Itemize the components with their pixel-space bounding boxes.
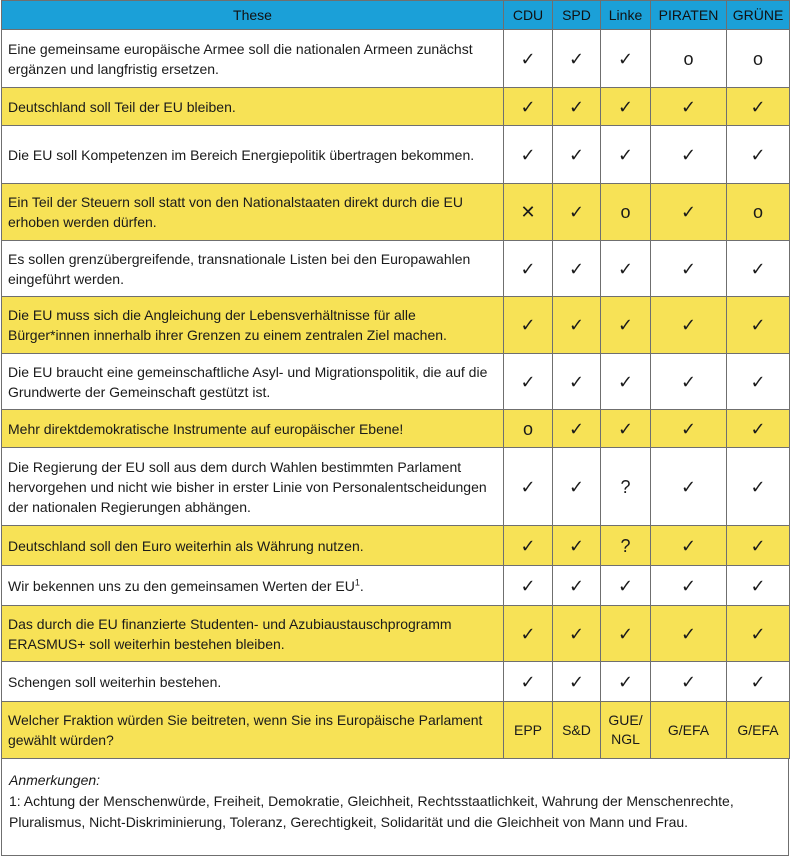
- table-row: [2, 30, 790, 88]
- position-cell: [651, 354, 727, 410]
- check-icon: ✓: [617, 144, 634, 165]
- header-party-gruene: GRÜNE: [727, 1, 790, 30]
- position-cell: [553, 297, 601, 354]
- theses-table: [1, 0, 790, 759]
- position-cell: [651, 297, 727, 354]
- position-cell: [727, 241, 790, 297]
- cross-icon: ✕: [520, 202, 536, 222]
- fraction-label: S&D: [562, 721, 591, 738]
- fraction-label: G/EFA: [737, 721, 779, 738]
- position-cell: [553, 606, 601, 662]
- position-cell: [601, 448, 651, 526]
- position-cell: [727, 354, 790, 410]
- check-icon: ✓: [680, 535, 697, 556]
- position-cell: [601, 88, 651, 126]
- position-cell: [504, 354, 553, 410]
- theses-table-container: [1, 0, 789, 856]
- table-header-row: [2, 1, 790, 30]
- check-icon: ✓: [680, 315, 697, 335]
- position-cell: [651, 526, 727, 566]
- check-icon: ✓: [617, 575, 634, 596]
- footnote-marker: 1: [354, 576, 360, 587]
- position-cell: [601, 354, 651, 410]
- thesis-text: Die Regierung der EU soll aus dem durch Wahlen bestimmten Parlament hervorgehen und nicht wie bisher in erster Linie von Personalentscheidungen der nationalen Regierungen abhängen.: [8, 458, 487, 515]
- position-cell: [651, 410, 727, 448]
- check-icon: ✓: [568, 258, 585, 279]
- check-icon: ✓: [568, 202, 585, 222]
- thesis-text: Das durch die EU finanzierte Studenten- und Azubiaustauschprogramm ERASMUS+ soll weiterhin bestehen bleiben.: [8, 615, 452, 652]
- notes-heading: Anmerkungen:: [9, 772, 101, 788]
- position-cell: [727, 184, 790, 241]
- thesis-text: Die EU braucht eine gemeinschaftliche Asyl- und Migrationspolitik, die auf die Grundwerte der Gemeinschaft gestützt ist.: [8, 363, 488, 400]
- table-row: [2, 354, 790, 410]
- thesis-cell: [2, 662, 504, 702]
- table-row: [2, 566, 790, 606]
- thesis-cell: [2, 702, 504, 759]
- position-cell: [504, 30, 553, 88]
- position-cell: [651, 241, 727, 297]
- fraction-label: EPP: [513, 721, 542, 738]
- position-cell: [553, 30, 601, 88]
- position-cell: [553, 526, 601, 566]
- position-cell: [601, 702, 651, 759]
- check-icon: ✓: [568, 418, 585, 439]
- check-icon: ✓: [520, 623, 536, 644]
- position-cell: [504, 566, 553, 606]
- check-icon: ✓: [617, 418, 634, 439]
- position-cell: [727, 30, 790, 88]
- position-cell: [504, 241, 553, 297]
- position-cell: [504, 297, 553, 354]
- position-cell: [553, 448, 601, 526]
- check-icon: ✓: [750, 315, 766, 335]
- position-cell: [727, 526, 790, 566]
- position-cell: [727, 88, 790, 126]
- position-cell: [553, 88, 601, 126]
- check-icon: ✓: [750, 623, 766, 644]
- thesis-text: Schengen soll weiterhin bestehen.: [8, 673, 222, 690]
- check-icon: ✓: [680, 202, 697, 222]
- unknown-icon: ?: [620, 476, 631, 497]
- neutral-icon: o: [752, 48, 763, 69]
- header-party-linke: Linke: [601, 1, 651, 30]
- check-icon: ✓: [680, 476, 697, 497]
- table-row: [2, 88, 790, 126]
- check-icon: ✓: [750, 418, 766, 439]
- neutral-icon: o: [683, 48, 694, 69]
- position-cell: [504, 88, 553, 126]
- thesis-cell: [2, 606, 504, 662]
- table-row: [2, 297, 790, 354]
- position-cell: [601, 526, 651, 566]
- position-cell: [601, 241, 651, 297]
- header-party-spd: SPD: [553, 1, 601, 30]
- check-icon: ✓: [520, 476, 536, 497]
- check-icon: ✓: [617, 371, 634, 392]
- position-cell: [727, 297, 790, 354]
- position-cell: [553, 241, 601, 297]
- check-icon: ✓: [680, 671, 697, 692]
- check-icon: ✓: [520, 48, 536, 69]
- table-row: [2, 126, 790, 184]
- position-cell: [727, 448, 790, 526]
- thesis-cell: [2, 241, 504, 297]
- position-cell: [651, 702, 727, 759]
- position-cell: [727, 566, 790, 606]
- position-cell: [601, 30, 651, 88]
- check-icon: ✓: [750, 144, 766, 165]
- position-cell: [504, 702, 553, 759]
- table-row: [2, 410, 790, 448]
- position-cell: [553, 662, 601, 702]
- check-icon: ✓: [568, 48, 585, 69]
- thesis-cell: [2, 448, 504, 526]
- check-icon: ✓: [750, 258, 766, 279]
- check-icon: ✓: [617, 48, 634, 69]
- check-icon: ✓: [750, 575, 766, 596]
- header-these: These: [2, 1, 504, 30]
- table-row: [2, 184, 790, 241]
- check-icon: ✓: [568, 671, 585, 692]
- thesis-cell: [2, 297, 504, 354]
- fraction-label: GUE/ NGL: [608, 712, 643, 747]
- check-icon: ✓: [520, 144, 536, 165]
- check-icon: ✓: [750, 371, 766, 392]
- position-cell: [601, 566, 651, 606]
- check-icon: ✓: [680, 623, 697, 644]
- position-cell: [651, 184, 727, 241]
- table-row: [2, 662, 790, 702]
- check-icon: ✓: [520, 535, 536, 556]
- position-cell: [553, 566, 601, 606]
- position-cell: [553, 702, 601, 759]
- table-row: [2, 526, 790, 566]
- position-cell: [601, 662, 651, 702]
- check-icon: ✓: [568, 575, 585, 596]
- thesis-cell: [2, 88, 504, 126]
- check-icon: ✓: [750, 671, 766, 692]
- check-icon: ✓: [568, 623, 585, 644]
- check-icon: ✓: [617, 671, 634, 692]
- check-icon: ✓: [680, 258, 697, 279]
- table-row: [2, 606, 790, 662]
- header-party-piraten: PIRATEN: [651, 1, 727, 30]
- position-cell: [651, 566, 727, 606]
- position-cell: [601, 184, 651, 241]
- notes-footnote: 1: Achtung der Menschenwürde, Freiheit, Demokratie, Gleichheit, Rechtsstaatlichkeit, Wahrung der Menschenrechte, Pluralismus, Nicht-Diskriminierung, Toleranz, Gerechtigkeit, Solidarität und die Gleichheit von Mann und Frau.: [9, 793, 734, 830]
- thesis-cell: [2, 30, 504, 88]
- position-cell: [727, 126, 790, 184]
- check-icon: ✓: [568, 96, 585, 117]
- check-icon: ✓: [568, 371, 585, 392]
- position-cell: [651, 606, 727, 662]
- thesis-text: Welcher Fraktion würden Sie beitreten, wenn Sie ins Europäische Parlament gewählt würden?: [8, 712, 483, 748]
- check-icon: ✓: [750, 476, 766, 497]
- check-icon: ✓: [750, 96, 766, 117]
- table-row: [2, 702, 790, 759]
- position-cell: [553, 184, 601, 241]
- position-cell: [553, 354, 601, 410]
- notes-section: [1, 759, 789, 856]
- check-icon: ✓: [568, 535, 585, 556]
- position-cell: [601, 297, 651, 354]
- position-cell: [504, 526, 553, 566]
- position-cell: [651, 126, 727, 184]
- neutral-icon: o: [620, 202, 631, 222]
- position-cell: [553, 126, 601, 184]
- thesis-cell: [2, 566, 504, 606]
- thesis-cell: [2, 526, 504, 566]
- thesis-text: Die EU muss sich die Angleichung der Lebensverhältnisse für alle Bürger*innen innerhalb ihrer Grenzen zu einem zentralen Ziel machen.: [8, 307, 447, 343]
- position-cell: [601, 126, 651, 184]
- table-row: [2, 241, 790, 297]
- check-icon: ✓: [568, 476, 585, 497]
- position-cell: [553, 410, 601, 448]
- thesis-cell: [2, 410, 504, 448]
- position-cell: [651, 448, 727, 526]
- thesis-text: Mehr direktdemokratische Instrumente auf europäischer Ebene!: [8, 420, 404, 437]
- thesis-text: Eine gemeinsame europäische Armee soll die nationalen Armeen zunächst ergänzen und langfristig ersetzen.: [8, 40, 473, 77]
- check-icon: ✓: [520, 315, 536, 335]
- check-icon: ✓: [568, 144, 585, 165]
- thesis-text: Deutschland soll den Euro weiterhin als Währung nutzen.: [8, 537, 364, 554]
- position-cell: [504, 410, 553, 448]
- thesis-text: Deutschland soll Teil der EU bleiben.: [8, 98, 236, 115]
- thesis-text: Es sollen grenzübergreifende, transnationale Listen bei den Europawahlen eingeführt werden.: [8, 250, 471, 287]
- thesis-text-suffix: .: [359, 577, 364, 594]
- check-icon: ✓: [520, 96, 536, 117]
- thesis-cell: [2, 184, 504, 241]
- thesis-text: Die EU soll Kompetenzen im Bereich Energiepolitik übertragen bekommen.: [8, 146, 475, 163]
- check-icon: ✓: [617, 623, 634, 644]
- position-cell: [601, 410, 651, 448]
- position-cell: [727, 702, 790, 759]
- thesis-cell: [2, 354, 504, 410]
- check-icon: ✓: [617, 315, 634, 335]
- table-body: [2, 30, 790, 759]
- check-icon: ✓: [520, 671, 536, 692]
- check-icon: ✓: [520, 371, 536, 392]
- position-cell: [651, 88, 727, 126]
- unknown-icon: ?: [620, 535, 631, 556]
- thesis-cell: [2, 126, 504, 184]
- table-row: [2, 448, 790, 526]
- thesis-text: Ein Teil der Steuern soll statt von den Nationalstaaten direkt durch die EU erhoben werden dürfen.: [8, 194, 463, 230]
- position-cell: [504, 662, 553, 702]
- check-icon: ✓: [750, 535, 766, 556]
- position-cell: [504, 184, 553, 241]
- position-cell: [504, 448, 553, 526]
- neutral-icon: o: [752, 202, 763, 222]
- thesis-text: Wir bekennen uns zu den gemeinsamen Werten der EU: [8, 577, 355, 594]
- check-icon: ✓: [568, 315, 585, 335]
- position-cell: [601, 606, 651, 662]
- neutral-icon: o: [522, 418, 533, 439]
- check-icon: ✓: [520, 258, 536, 279]
- check-icon: ✓: [520, 575, 536, 596]
- check-icon: ✓: [680, 96, 697, 117]
- fraction-label: G/EFA: [667, 721, 710, 738]
- position-cell: [727, 410, 790, 448]
- header-party-cdu: CDU: [504, 1, 553, 30]
- position-cell: [504, 606, 553, 662]
- check-icon: ✓: [680, 575, 697, 596]
- position-cell: [727, 662, 790, 702]
- position-cell: [504, 126, 553, 184]
- check-icon: ✓: [617, 96, 634, 117]
- check-icon: ✓: [680, 371, 697, 392]
- position-cell: [651, 662, 727, 702]
- check-icon: ✓: [680, 144, 697, 165]
- check-icon: ✓: [617, 258, 634, 279]
- check-icon: ✓: [680, 418, 697, 439]
- position-cell: [651, 30, 727, 88]
- position-cell: [727, 606, 790, 662]
